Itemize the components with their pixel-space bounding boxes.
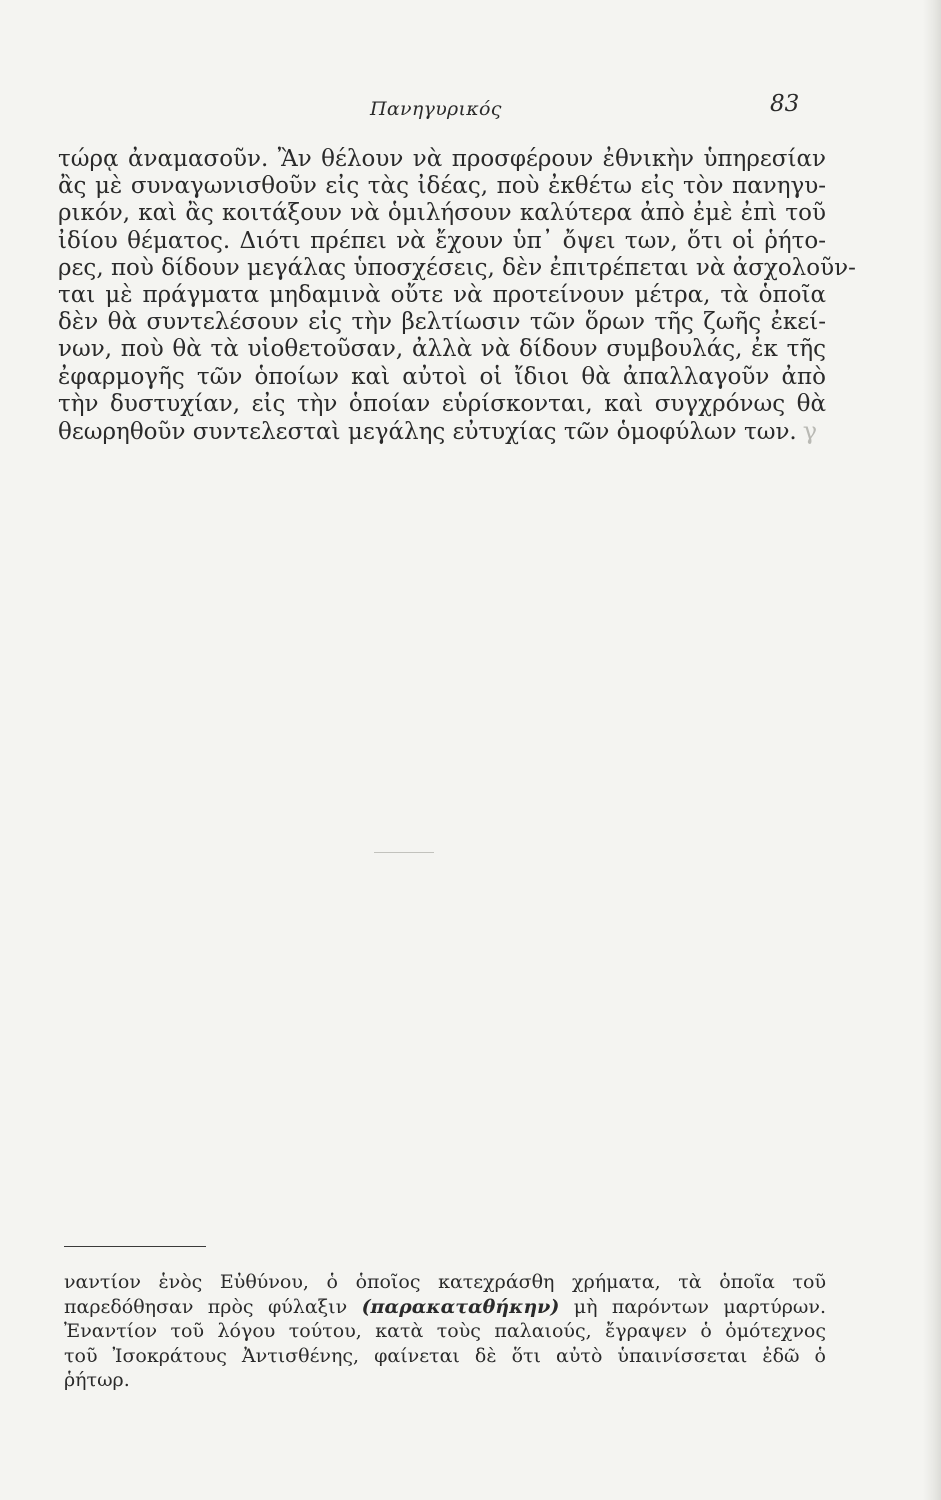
footnote-line: ναντίον ἑνὸς Εὐθύνου, ὁ ὁποῖος κατεχράσθη χρήματα, τὰ ὁποῖα τοῦ <box>64 1271 826 1293</box>
faint-center-rule <box>374 852 434 853</box>
page-number: 83 <box>770 91 800 117</box>
text-line: ἂς μὲ συναγωνισθοῦν εἰς τὰς ἰδέας, ποὺ ἐκθέτω εἰς τὸν πανηγυ- <box>58 173 826 200</box>
footnote-separator <box>64 1246 206 1247</box>
text-line: τὴν δυστυχίαν, εἰς τὴν ὁποίαν εὑρίσκονται, καὶ συγχρόνως θὰ <box>58 390 826 417</box>
text-line: ρες, ποὺ δίδουν μεγάλας ὑποσχέσεις, δὲν ἐπιτρέπεται νὰ ἀσχολοῦν- <box>58 254 856 281</box>
page-edge-shadow <box>923 0 941 1500</box>
footnote-line: Ἐναντίον τοῦ λόγου τούτου, κατὰ τοὺς παλαιούς, ἔγραψεν ὁ ὁμότεχνος <box>64 1320 826 1342</box>
text-line: ἰδίου θέματος. Διότι πρέπει νὰ ἔχουν ὑπ᾽ ὄψει των, ὅτι οἱ ῥήτο- <box>58 227 826 254</box>
margin-mark: γ <box>802 417 818 446</box>
text-line: ται μὲ πράγματα μηδαμινὰ οὔτε νὰ προτείνουν μέτρα, τὰ ὁποῖα <box>58 282 826 309</box>
last-line-text: θεωρηθοῦν συντελεσταὶ μεγάλης εὐτυχίας τῶν ὁμοφύλων των. <box>58 419 797 446</box>
text-line: τώρᾳ ἀναμασοῦν. Ἂν θέλουν νὰ προσφέρουν ἐθνικὴν ὑπηρεσίαν <box>58 146 826 172</box>
footnote-block <box>64 1270 826 1393</box>
running-title: Πανηγυρικός <box>370 98 502 120</box>
footnote-line: ῥήτωρ. <box>64 1369 130 1391</box>
main-text-block <box>58 146 856 446</box>
footnote-line: τοῦ Ἰσοκράτους Ἀντισθένης, φαίνεται δὲ ὅτι αὐτὸ ὑπαινίσσεται ἐδῶ ὁ <box>64 1344 826 1367</box>
text-line: ἐφαρμογῆς τῶν ὁποίων καὶ αὐτοὶ οἱ ἴδιοι θὰ ἀπαλλαγοῦν ἀπὸ <box>58 363 826 390</box>
text-line: νων, ποὺ θὰ τὰ υἱοθετοῦσαν, ἀλλὰ νὰ δίδουν συμβουλάς, ἐκ τῆς <box>58 336 826 363</box>
text-line: ρικόν, καὶ ἂς κοιτάξουν νὰ ὁμιλήσουν καλύτερα ἀπὸ ἐμὲ ἐπὶ τοῦ <box>58 200 826 227</box>
text-line: δὲν θὰ συντελέσουν εἰς τὴν βελτίωσιν τῶν ὅρων τῆς ζωῆς ἐκεί- <box>58 309 826 336</box>
footnote-line-part: μὴ παρόντων μαρτύρων. <box>559 1295 826 1318</box>
footnote-bold-term: (παρακαταθήκην) <box>361 1295 560 1318</box>
text-line-last <box>58 418 826 446</box>
footnote-line-part: παρεδόθησαν πρὸς φύλαξιν <box>64 1295 362 1318</box>
footnote-line <box>64 1295 826 1320</box>
